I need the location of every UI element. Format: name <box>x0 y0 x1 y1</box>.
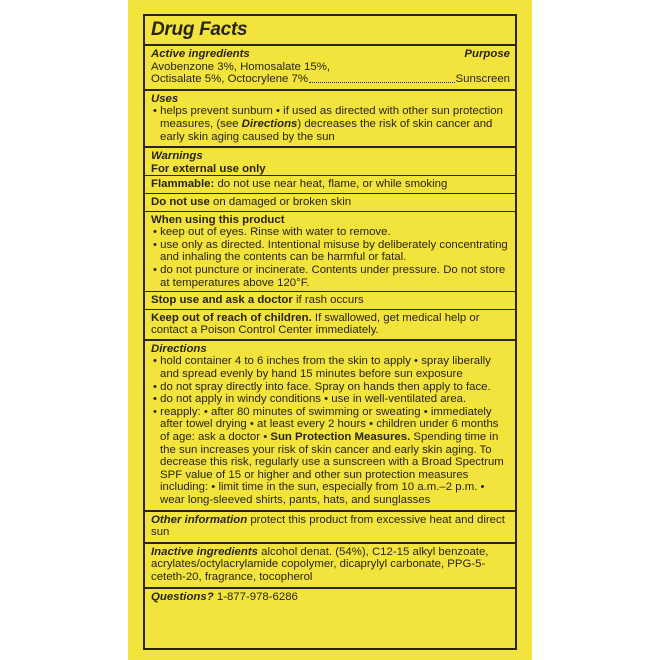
directions-item: • hold container 4 to 6 inches from the skin to apply • spray liberally and spread evenly by hand 15 minutes before sun exposure <box>153 355 491 381</box>
drug-facts-box <box>143 14 517 650</box>
directions-item: • do not apply in windy conditions • use in well-ventilated area. <box>153 393 467 406</box>
do-not-use-label: Do not use <box>151 195 210 208</box>
leader-dots <box>309 73 455 83</box>
directions-heading: Directions <box>151 342 207 355</box>
questions-section <box>145 589 515 607</box>
directions-reference: Directions <box>241 117 298 130</box>
questions-heading: Questions? <box>151 590 214 603</box>
directions-reapply: • reapply: • after 80 minutes of swimming or sweating • immediately after towel drying • at least every 2 hours • children under 6 months of age: ask a doctor • Sun Protection Measures. Spending time in the sun increases your risk of skin cancer and early skin aging. To decrease this risk, regularly use a sunscreen with a Broad Spectrum SPF value of 15 or higher and other sun protection measures including: • limit time in the sun, especially from 10 a.m.–2 p.m. • wear long-sleeved shirts, pants, hats, and sunglasses <box>153 405 504 506</box>
uses-section <box>145 91 515 148</box>
questions-phone: 1-877-978-6286 <box>213 590 298 603</box>
stop-use-block <box>145 292 515 310</box>
uses-text: • helps prevent sunburn • if used as directed with other sun protection measures, (see Directions) decreases the risk of skin cancer and early skin aging caused by the sun <box>153 105 503 143</box>
external-use-line: For external use only <box>151 162 266 175</box>
purpose-heading: Purpose <box>464 48 510 60</box>
sun-protection-label: Sun Protection Measures. <box>270 431 411 444</box>
keep-out-label: Keep out of reach of children. <box>151 311 312 324</box>
keep-out-block <box>145 310 515 339</box>
when-using-block <box>145 212 515 293</box>
inactive-ingredients-section <box>145 544 515 589</box>
when-using-item: • do not puncture or incinerate. Contents under pressure. Do not store at temperatures above 120°F. <box>153 263 506 289</box>
other-information-heading: Other information <box>151 513 248 526</box>
when-using-item: • keep out of eyes. Rinse with water to remove. <box>153 226 391 239</box>
active-ingredients-section <box>145 46 515 91</box>
flammable-label: Flammable: <box>151 178 215 191</box>
purpose-value: Sunscreen <box>455 73 510 86</box>
other-information-text: protect this product from excessive heat and direct sun <box>151 513 505 539</box>
warnings-section <box>145 148 515 341</box>
flammable-text: do not use near heat, flame, or while smoking <box>214 178 448 191</box>
inactive-ingredients-text: alcohol denat. (54%), C12-15 alkyl benzoate, acrylates/octylacrylamide copolymer, dicaprylyl carbonate, PPG-5-ceteth-20, fragrance, tocopherol <box>151 545 489 583</box>
drug-facts-title: Drug Facts <box>145 16 515 46</box>
stop-use-label: Stop use and ask a doctor <box>151 294 293 307</box>
directions-section <box>145 341 515 512</box>
do-not-use-text: on damaged or broken skin <box>209 195 352 208</box>
flammable-block <box>145 175 515 194</box>
when-using-item: • use only as directed. Intentional misuse by deliberately concentrating and inhaling the contents can be harmful or fatal. <box>153 238 508 264</box>
active-ingredients-heading: Active ingredients <box>151 48 250 60</box>
other-information-section <box>145 512 515 544</box>
directions-item: • do not spray directly into face. Spray on hands then apply to face. <box>153 380 491 393</box>
when-using-heading: When using this product <box>151 213 285 226</box>
active-ingredients-line2: Octisalate 5%, Octocrylene 7% <box>151 73 309 86</box>
stop-use-text: if rash occurs <box>292 294 364 307</box>
uses-heading: Uses <box>151 92 179 105</box>
active-ingredients-line1: Avobenzone 3%, Homosalate 15%, <box>151 60 330 73</box>
warnings-heading: Warnings <box>151 150 203 163</box>
inactive-ingredients-heading: Inactive ingredients <box>151 545 258 558</box>
do-not-use-block <box>145 194 515 212</box>
keep-out-text: If swallowed, get medical help or contact a Poison Control Center immediately. <box>151 311 480 337</box>
